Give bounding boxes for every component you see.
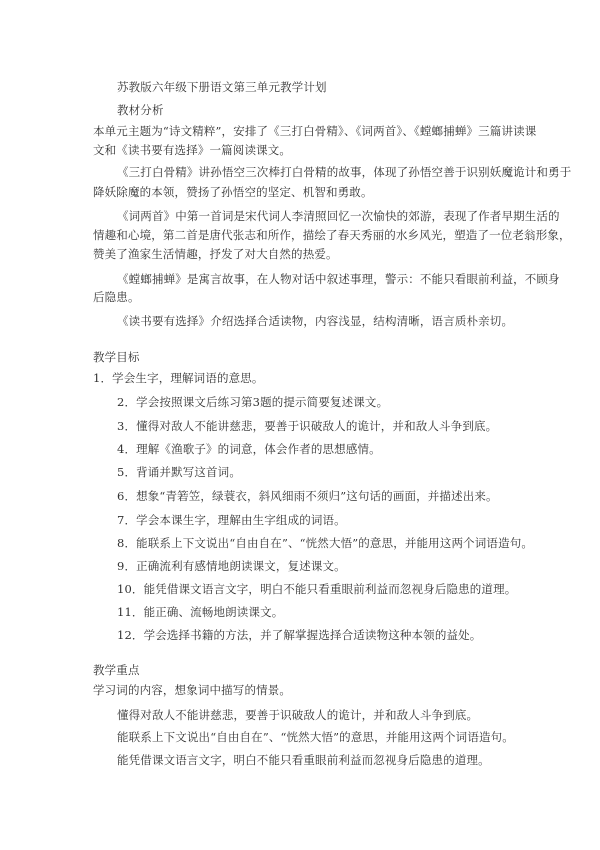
analysis-paragraph-4-line-1: 《螳螂捕蝉》是寓言故事，在人物对话中叙述事理，警示：不能只看眼前利益，不顾身: [117, 272, 560, 286]
analysis-paragraph-1-line-2: 文和《读书要有选择》一篇阅读课文。: [93, 143, 292, 157]
analysis-paragraph-1-line-1: 本单元主题为“诗文精粹”，安排了《三打白骨精》、《词两首》、《螳螂捕蝉》三篇讲读课: [93, 124, 537, 138]
goal-item: 9．正确流利有感情地朗读课文，复述课文。: [117, 559, 346, 573]
analysis-paragraph-4-line-2: 后隐患。: [93, 290, 140, 304]
analysis-paragraph-2-line-1: 《三打白骨精》讲孙悟空三次棒打白骨精的故事，体现了孙悟空善于识别妖魔诡计和勇于: [117, 165, 572, 179]
analysis-paragraph-2-line-2: 降妖除魔的本领，赞扬了孙悟空的坚定、机智和勇敢。: [93, 185, 373, 199]
keypoint-item: 能联系上下文说出“自由自在”、“恍然大悟”的意思，并能用这两个词语造句。: [117, 730, 514, 744]
analysis-heading: 教材分析: [117, 103, 164, 117]
analysis-paragraph-3-line-1: 《词两首》中第一首词是宋代词人李清照回忆一次愉快的郊游，表现了作者早期生活的: [117, 209, 560, 223]
goal-item: 5．背诵并默写这首词。: [117, 465, 241, 479]
goal-item: 6．想象“青箬笠，绿蓑衣，斜风细雨不须归”这句话的画面，并描述出来。: [117, 489, 498, 503]
goal-item: 2．学会按照课文后练习第3题的提示简要复述课文。: [117, 395, 389, 409]
keypoints-heading: 教学重点: [93, 663, 140, 677]
analysis-paragraph-3-line-3: 赞美了渔家生活情趣，抒发了对大自然的热爱。: [93, 247, 338, 261]
analysis-paragraph-5: 《读书要有选择》介绍选择合适读物，内容浅显，结构清晰，语言质朴亲切。: [117, 314, 514, 328]
analysis-paragraph-3-line-2: 情趣和心境，第二首是唐代张志和所作，描绘了春天秀丽的水乡风光，塑造了一位老翁形象，: [93, 228, 571, 242]
goal-item: 10．能凭借课文语言文字，明白不能只看重眼前利益而忽视身后隐患的道理。: [117, 582, 517, 596]
goal-item: 12．学会选择书籍的方法，并了解掌握选择合适读物这种本领的益处。: [117, 628, 482, 642]
doc-title: 苏教版六年级下册语文第三单元教学计划: [117, 80, 327, 94]
keypoint-item: 懂得对敌人不能讲慈悲，要善于识破敌人的诡计，并和敌人斗争到底。: [117, 708, 479, 722]
goal-item: 3．懂得对敌人不能讲慈悲，要善于识破敌人的诡计，并和敌人斗争到底。: [117, 419, 498, 433]
keypoint-item: 学习词的内容，想象词中描写的情景。: [93, 683, 292, 697]
goal-item: 1．学会生字，理解词语的意思。: [93, 371, 264, 385]
goal-item: 11．能正确、流畅地朗读课文。: [117, 605, 284, 619]
goals-heading: 教学目标: [93, 350, 140, 364]
goal-item: 7．学会本课生字，理解由生字组成的词语。: [117, 513, 346, 527]
goal-item: 8．能联系上下文说出“自由自在”、“恍然大悟”的意思，并能用这两个词语造句。: [117, 536, 534, 550]
keypoint-item: 能凭借课文语言文字，明白不能只看重眼前利益而忽视身后隐患的道理。: [117, 753, 490, 767]
goal-item: 4．理解《渔歌子》的词意，体会作者的思想感情。: [117, 442, 381, 456]
